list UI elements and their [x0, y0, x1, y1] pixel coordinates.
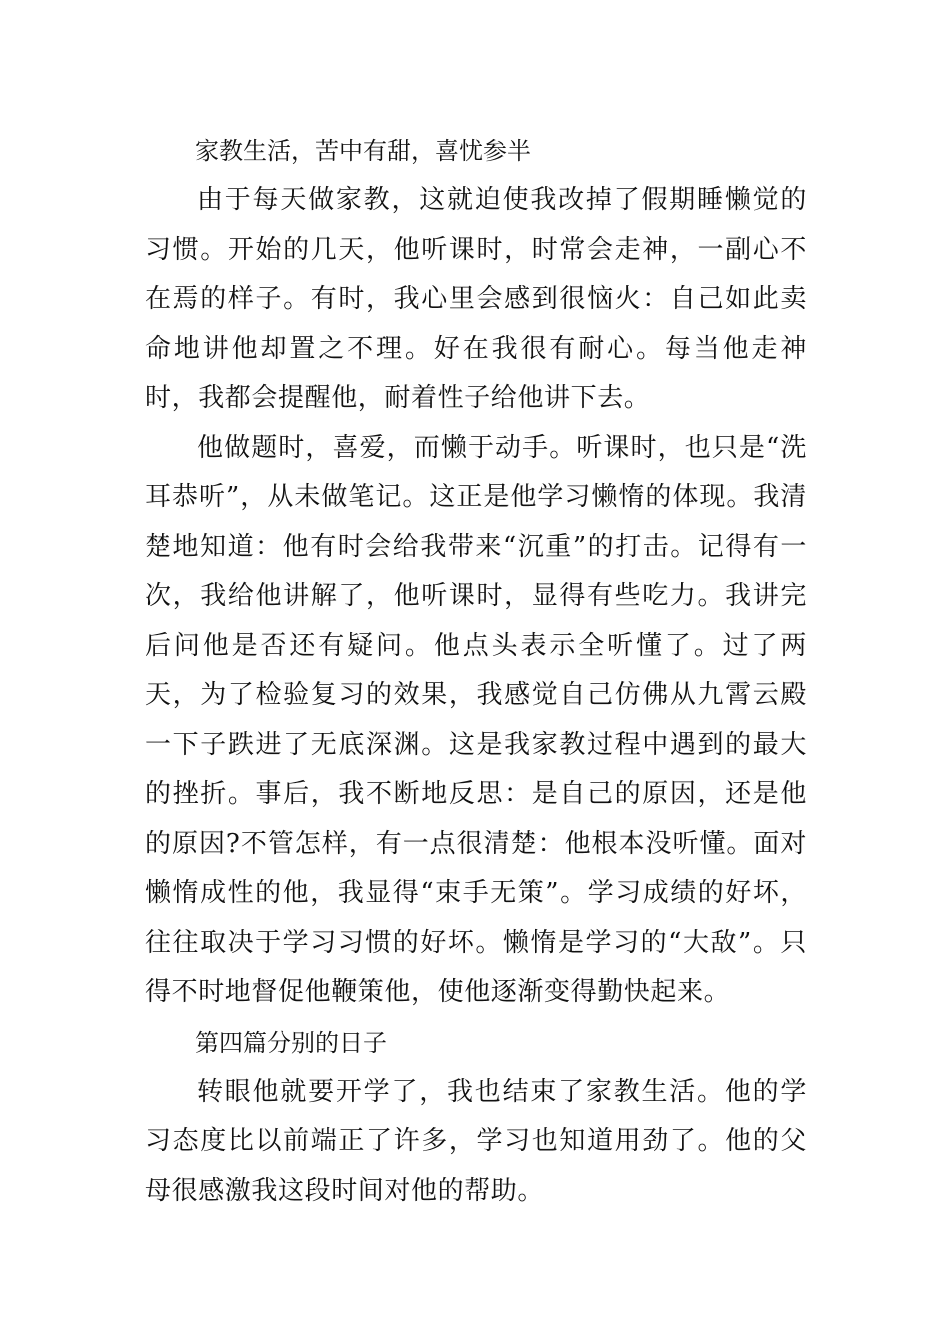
document-page	[145, 126, 807, 1216]
section-heading: 家教生活，苦中有甜，喜忧参半	[195, 137, 531, 165]
section-heading: 第四篇分别的日子	[195, 1028, 387, 1057]
paragraph: 转眼他就要开学了，我也结束了家教生活。他的学习态度比以前端正了许多，学习也知道用劲了。他的父母很感激我这段时间对他的帮助。	[145, 1076, 807, 1206]
paragraph: 他做题时，喜爱，而懒于动手。听课时，也只是“洗耳恭听”，从未做笔记。这正是他学习懒惰的体现。我清楚地知道：他有时会给我带来“沉重”的打击。记得有一次，我给他讲解了，他听课时，显得有些吃力。我讲完后问他是否还有疑问。他点头表示全听懂了。过了两天，为了检验复习的效果，我感觉自己仿佛从九霄云殿一下子跌进了无底深渊。这是我家教过程中遇到的最大的挫折。事后，我不断地反思：是自己的原因，还是他的原因?不管怎样，有一点很清楚：他根本没听懂。面对懒惰成性的他，我显得“束手无策”。学习成绩的好坏，往往取决于学习习惯的好坏。懒惰是学习的“大敌”。只得不时地督促他鞭策他，使他逐渐变得勤快起来。	[145, 432, 807, 1007]
paragraph: 由于每天做家教，这就迫使我改掉了假期睡懒觉的习惯。开始的几天，他听课时，时常会走神，一副心不在焉的样子。有时，我心里会感到很恼火：自己如此卖命地讲他却置之不理。好在我很有耐心。每当他走神时，我都会提醒他，耐着性子给他讲下去。	[145, 185, 807, 413]
